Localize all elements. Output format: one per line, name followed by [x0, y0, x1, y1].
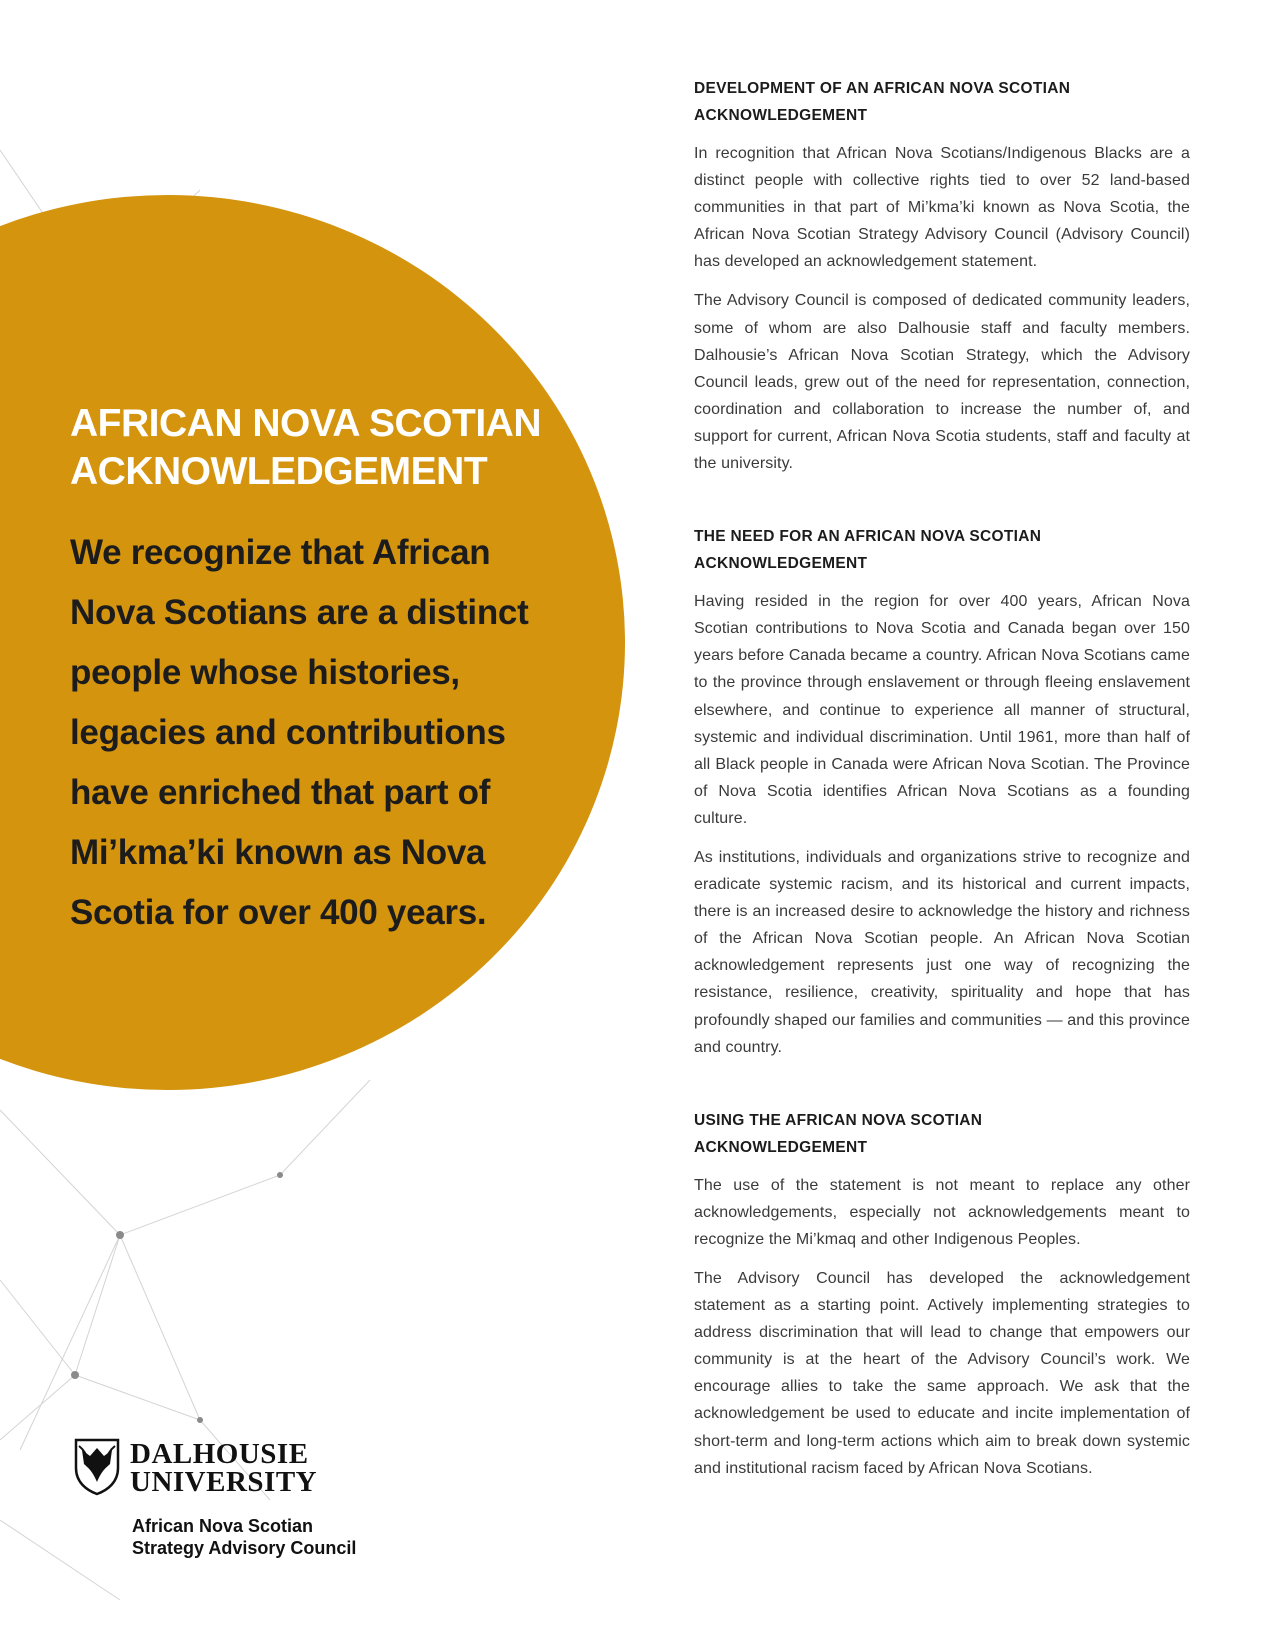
section-using [694, 1107, 1190, 1482]
paragraph: The Advisory Council is composed of dedicated community leaders, some of whom are also Dalhousie staff and faculty members. Dalhousie’s African Nova Scotian Strategy, which the Advisory Council leads, grew out of the need for representation, connection, coordination and collaboration to increase the number of, and support for current, African Nova Scotia students, staff and faculty at the university. [694, 292, 1190, 473]
section-heading-line: ACKNOWLEDGEMENT [694, 1138, 868, 1156]
paragraph: The use of the statement is not meant to replace any other acknowledgements, especially not acknowledgements meant to recognize the Mi’kmaq and other Indigenous Peoples. [694, 1176, 1190, 1248]
section-heading-line: ACKNOWLEDGEMENT [694, 555, 868, 573]
dalhousie-logo [74, 1438, 404, 1558]
page-title-line: AFRICAN NOVA SCOTIAN [70, 402, 541, 445]
section-need [694, 523, 1190, 1061]
statement-line: Mi’kma’ki known as Nova [70, 833, 486, 872]
page-title [70, 400, 540, 496]
statement-line: legacies and contributions [70, 713, 506, 752]
acknowledgement-statement [70, 523, 550, 943]
section-heading-line: USING THE AFRICAN NOVA SCOTIAN [694, 1111, 983, 1129]
section-heading-line: ACKNOWLEDGEMENT [694, 107, 868, 124]
paragraph: The Advisory Council has developed the acknowledgement statement as a starting point. Actively implementing strategies to address discrimination that will lead to change that empowers our community is at the heart of the Advisory Council’s work. We encourage allies to take the same approach. We ask that the acknowledgement be used to educate and incite implementation of short-term and long-term actions which aim to break down systemic and institutional racism faced by African Nova Scotians. [694, 1270, 1190, 1477]
section-heading-line: DEVELOPMENT OF AN AFRICAN NOVA SCOTIAN [694, 80, 1071, 97]
university-name-line: DALHOUSIE [130, 1438, 309, 1470]
statement-line: Scotia for over 400 years. [70, 893, 487, 932]
section-heading [694, 1107, 1190, 1161]
section-heading [694, 523, 1190, 577]
paragraph: In recognition that African Nova Scotians/Indigenous Blacks are a distinct people with collective rights tied to over 52 land-based communities in that part of Mi’kma’ki known as Nova Scotia, the African Nova Scotian Strategy Advisory Council (Advisory Council) has developed an acknowledgement statement. [694, 145, 1190, 271]
paragraph: As institutions, individuals and organizations strive to recognize and eradicate systemic racism, and its historical and current impacts, there is an increased desire to acknowledge the history and richness of the African Nova Scotian people. An African Nova Scotian acknowledgement represents just one way of recognizing the resistance, resilience, creativity, spirituality and hope that has profoundly shaped our families and communities — and this province and country. [694, 848, 1190, 1056]
council-name-line: Strategy Advisory Council [132, 1538, 357, 1558]
crest-icon [74, 1438, 120, 1496]
statement-line: Nova Scotians are a distinct [70, 593, 529, 632]
paragraph: Having resided in the region for over 400 years, African Nova Scotian contributions to Nova Scotia and Canada began over 150 years before Canada became a country. African Nova Scotians came to the province through enslavement or through fleeing enslavement elsewhere, and continue to experience all manner of structural, systemic and individual discrimination. Until 1961, more than half of all Black people in Canada were African Nova Scotian. The Province of Nova Scotia identifies African Nova Scotians as a founding culture. [694, 593, 1190, 827]
council-name-line: African Nova Scotian [132, 1516, 314, 1536]
university-name [130, 1440, 317, 1496]
page-title-line: ACKNOWLEDGEMENT [70, 450, 488, 493]
section-heading-line: THE NEED FOR AN AFRICAN NOVA SCOTIAN [694, 528, 1042, 546]
council-name [132, 1515, 356, 1559]
section-heading [694, 75, 1190, 129]
section-development [694, 75, 1190, 477]
university-name-line: UNIVERSITY [130, 1466, 318, 1498]
statement-line: have enriched that part of [70, 773, 491, 812]
body-column [694, 75, 1190, 1528]
statement-line: people whose histories, [70, 653, 460, 692]
statement-line: We recognize that African [70, 533, 491, 572]
